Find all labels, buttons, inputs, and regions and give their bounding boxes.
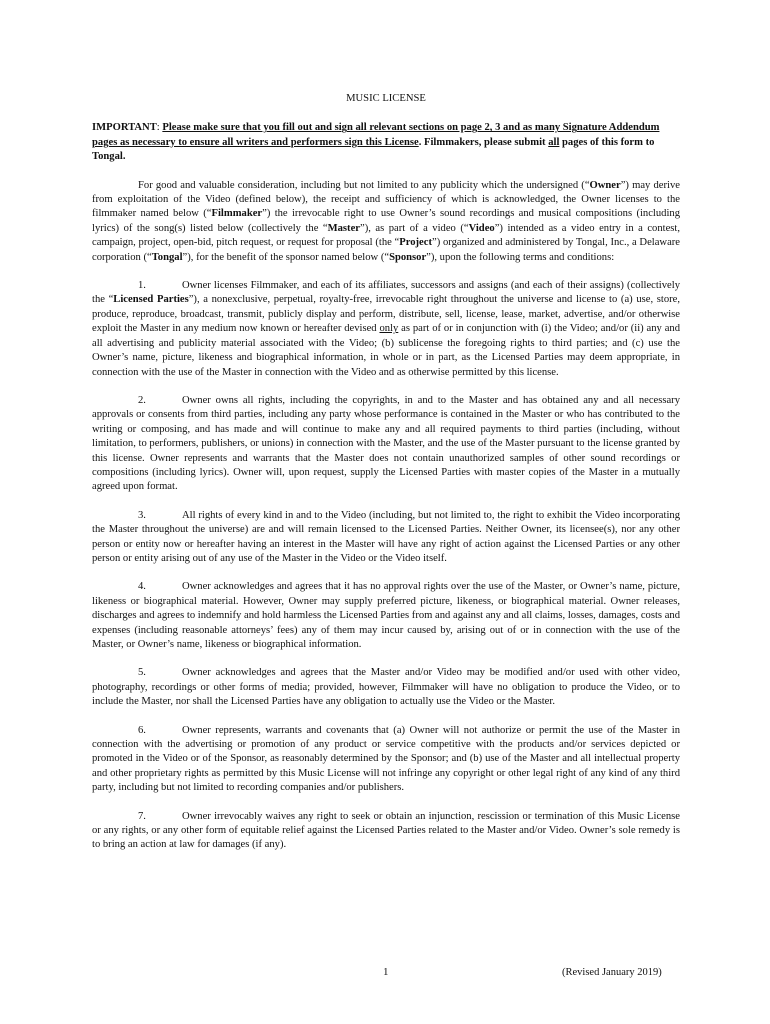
important-label: IMPORTANT <box>92 122 157 134</box>
document-title: MUSIC LICENSE <box>346 93 426 104</box>
term-licensed-parties: Licensed Parties <box>113 294 189 306</box>
important-instruction: Please make sure that you fill out and sign all relevant sections on page 2, 3 and as many Signature Addendum pages as necessary to ensure all writers and performers sign this License <box>92 122 660 148</box>
clause-number: 1. <box>138 280 146 292</box>
intro-text-3: ”) the irrevocable right to use Owner’s sound recordings and musical compositions (including lyrics) of the song(s) listed below (collectively the “ <box>92 208 680 234</box>
term-master: Master <box>327 222 360 234</box>
term-tongal: Tongal <box>151 251 183 263</box>
clause-1 <box>92 279 680 380</box>
term-filmmaker: Filmmaker <box>211 208 263 220</box>
clause-text: Owner irrevocably waives any right to seek or obtain an injunction, rescission or termination of this Music License or any rights, or any other form of equitable relief against the Licensed Parties related to the Master and/or Video. Owner’s sole remedy is to bring an action at law for damages (if any). <box>92 810 680 851</box>
clause-number: 4. <box>138 581 146 593</box>
clause-text: Owner owns all rights, including the copyrights, in and to the Master and has obtained any and all necessary approvals or consents from third parties, including any party whose performance is contained in the Master or who has contributed to the writing or composing, and has made and will continue to make any and all required payments to third parties (including, without limitation, to performers, publishers, or unions) in connection with the Master, and the use of the Master pursuant to the license granted by this license. Owner represents and warrants that the Master does not contain unauthorized samples of other sound recordings or compositions (including lyrics). Owner will, upon request, supply the Licensed Parties with master copies of the Master in a mutually agreed upon format. <box>92 394 680 493</box>
revision-note: (Revised January 2019) <box>562 967 662 978</box>
important-all: all <box>548 136 560 148</box>
clause-text: Owner represents, warrants and covenants that (a) Owner will not authorize or permit the use of the Master in connection with the advertising or promotion of any product or service competitive with the products and/or services depicted or promoted in the Video or of the Sponsor, as reasonably determined by the Sponsor; and (b) use of the Master and all intellectual property and other proprietary rights as permitted by this Music License will not infringe any copyright or other legal right of any kind of any third party, including but not limited to recording companies and/or publishers. <box>92 724 680 794</box>
clause-5 <box>92 666 680 709</box>
clause-7 <box>92 810 680 853</box>
term-video: Video <box>468 222 495 234</box>
clause-text: All rights of every kind in and to the Video (including, but not limited to, the right to exhibit the Video incorporating the Master throughout the universe) are and will remain licensed to the Licensed Parties. Neither Owner, its licensee(s), nor any other person or entity now or hereafter having an interest in the Master will have any right of action against the Licensed Parties or any other person or entity arising out of any use of the Master in the Video or the Video itself. <box>92 509 680 564</box>
intro-text-5: ”) intended as a video entry in a contest, campaign, project, open-bid, pitch request, or request for proposal (the “ <box>92 222 681 249</box>
clause-number: 3. <box>138 509 146 521</box>
clause-number: 2. <box>138 394 146 406</box>
clause-number: 7. <box>138 810 146 822</box>
clause-2 <box>92 394 680 495</box>
clause-1-text-1: Owner licenses Filmmaker, and each of its affiliates, successors and assigns (and each of their assigns) (collectively the “ <box>92 280 680 306</box>
intro-text-7: ”), for the benefit of the sponsor named below (“ <box>182 251 390 263</box>
clause-3 <box>92 509 680 567</box>
important-mid: . Filmmakers, please submit <box>418 136 549 148</box>
clause-number: 5. <box>138 667 146 679</box>
intro-text-8: ”), upon the following terms and conditions: <box>426 251 615 263</box>
important-separator: : <box>156 122 163 134</box>
term-owner: Owner <box>589 179 621 191</box>
intro-text-2: ”) may derive from exploitation of the Video (defined below), the receipt and sufficiency of which is acknowledged, the Owner licenses to the filmmaker named below (“ <box>92 179 680 220</box>
important-end: pages of this form to Tongal. <box>92 136 655 163</box>
clause-1-text-2: ”), a nonexclusive, perpetual, royalty-free, irrevocable right throughout the universe and license to (a) use, store, produce, reproduce, broadcast, transmit, publicly display and perform, distribute, sell, license, lease, market, advertise, and/or otherwise exploit the Master in any medium now known or hereafter devised <box>92 294 680 335</box>
important-notice <box>92 121 680 164</box>
term-sponsor: Sponsor <box>389 251 427 263</box>
intro-text-1: For good and valuable consideration, including but not limited to any publicity which the undersigned (“ <box>138 179 590 191</box>
document-body <box>92 92 680 853</box>
intro-paragraph <box>92 179 680 265</box>
intro-text-6: ”) organized and administered by Tongal, Inc., a Delaware corporation (“ <box>92 237 680 263</box>
clause-text: Owner acknowledges and agrees that it has no approval rights over the use of the Master, or Owner’s name, picture, likeness or biographical material. However, Owner may supply preferred picture, likeness, or biographical material. Owner releases, discharges and agrees to indemnify and hold harmless the Licensed Parties from and against any and all claims, losses, damages, costs and expenses (including reasonable attorneys’ fees) any of them may incur caused by, arising out of or in connection with the use of the Master, or Owner’s name, likeness or biographical information. <box>92 581 680 650</box>
page-number: 1 <box>383 966 389 978</box>
clause-1-text-3: as part of or in conjunction with (i) the Video; and/or (ii) any and all advertising and publicity material associated with the Video; (b) sublicense the foregoing rights to third parties; and (c) use the Owner’s name, picture, likeness and biographical information, in whole or in part, as the Licensed Parties may deem appropriate, in connection with the use of the Master in connection with the Video and as otherwise permitted by this license. <box>92 323 681 378</box>
intro-text-4: ”), as part of a video (“ <box>360 222 469 234</box>
clause-4 <box>92 580 680 652</box>
clause-6 <box>92 724 680 796</box>
clause-1-only: only <box>379 323 399 335</box>
clause-number: 6. <box>138 724 146 736</box>
clause-text: Owner acknowledges and agrees that the Master and/or Video may be modified and/or used with other video, photography, recordings or other forms of media; provided, however, Filmmaker will have no obligation to produce the Video, or to include the Master, nor shall the Licensed Parties have any obligation to actually use the Video or the Master. <box>92 667 680 708</box>
term-project: Project <box>399 237 432 249</box>
